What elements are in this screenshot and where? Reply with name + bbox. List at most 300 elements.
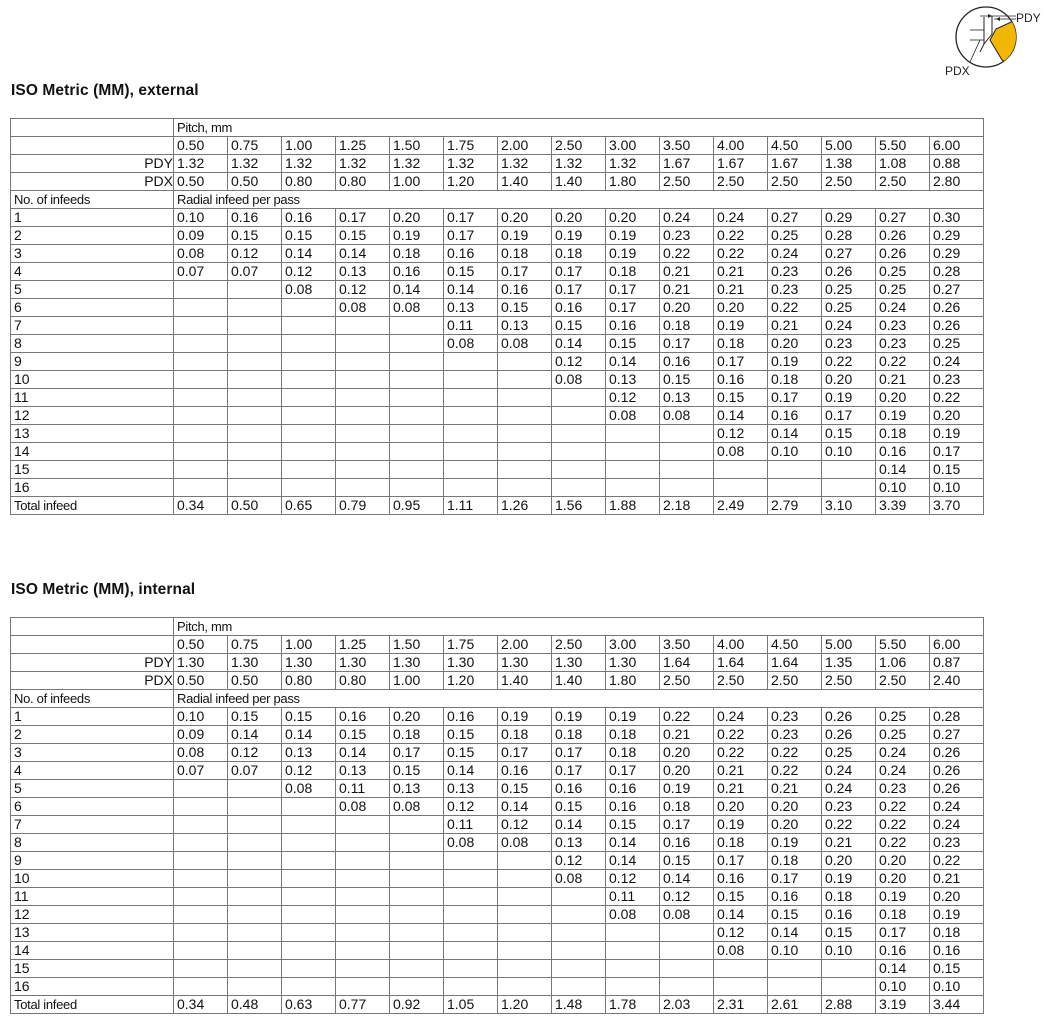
infeed-value: 0.19	[606, 227, 660, 245]
infeed-value	[552, 407, 606, 425]
infeed-value	[444, 960, 498, 978]
infeed-value: 0.25	[876, 263, 930, 281]
pitch-value: 4.50	[768, 636, 822, 654]
infeed-value: 0.22	[714, 726, 768, 744]
infeed-value: 0.13	[336, 263, 390, 281]
infeed-value: 0.18	[606, 263, 660, 281]
infeed-value: 0.19	[876, 407, 930, 425]
infeed-value	[174, 281, 228, 299]
infeed-row	[11, 407, 984, 425]
infeed-value: 0.19	[552, 227, 606, 245]
infeed-row	[11, 443, 984, 461]
infeed-row	[11, 942, 984, 960]
infeed-value: 0.22	[876, 834, 930, 852]
infeed-value	[444, 389, 498, 407]
infeed-number: 15	[11, 960, 174, 978]
infeed-value	[174, 942, 228, 960]
infeed-value	[336, 353, 390, 371]
infeed-value	[444, 870, 498, 888]
infeed-value: 0.20	[876, 870, 930, 888]
pdy-value: 1.32	[444, 155, 498, 173]
infeed-value	[336, 461, 390, 479]
infeed-value	[228, 888, 282, 906]
total-value: 1.26	[498, 497, 552, 515]
pitch-value: 1.25	[336, 137, 390, 155]
total-value: 0.77	[336, 996, 390, 1014]
pitch-value: 1.75	[444, 636, 498, 654]
pdx-value: 1.20	[444, 173, 498, 191]
infeed-value: 0.08	[444, 335, 498, 353]
infeed-value: 0.15	[390, 762, 444, 780]
infeed-value: 0.08	[282, 281, 336, 299]
infeed-value: 0.08	[552, 371, 606, 389]
infeed-value: 0.20	[390, 708, 444, 726]
infeed-value	[390, 371, 444, 389]
infeed-value: 0.15	[714, 389, 768, 407]
infeed-value	[228, 281, 282, 299]
pitch-value: 3.50	[660, 137, 714, 155]
total-value: 1.56	[552, 497, 606, 515]
infeed-value	[228, 371, 282, 389]
corner-blank	[11, 618, 174, 636]
infeed-value: 0.24	[822, 762, 876, 780]
infeed-value: 0.14	[714, 407, 768, 425]
infeed-value: 0.18	[714, 335, 768, 353]
infeed-number: 10	[11, 371, 174, 389]
infeed-value: 0.18	[606, 744, 660, 762]
infeed-value	[390, 906, 444, 924]
infeed-value: 0.17	[336, 209, 390, 227]
pdy-value: 1.32	[390, 155, 444, 173]
infeed-value: 0.20	[552, 209, 606, 227]
infeed-value	[660, 461, 714, 479]
infeed-value: 0.10	[174, 708, 228, 726]
pitch-value: 1.00	[282, 636, 336, 654]
pdx-value: 0.80	[336, 173, 390, 191]
total-value: 3.44	[930, 996, 984, 1014]
pdx-value: 0.50	[228, 672, 282, 690]
pitch-value: 0.50	[174, 137, 228, 155]
pdx-value: 2.50	[822, 672, 876, 690]
infeed-value: 0.25	[876, 708, 930, 726]
infeed-value: 0.19	[606, 245, 660, 263]
infeed-row	[11, 335, 984, 353]
infeed-value	[660, 479, 714, 497]
infeed-value: 0.17	[498, 744, 552, 762]
infeed-value	[282, 798, 336, 816]
infeeds-header: No. of infeeds	[11, 191, 174, 209]
total-value: 3.70	[930, 497, 984, 515]
infeed-value: 0.22	[714, 227, 768, 245]
infeed-value	[174, 389, 228, 407]
infeed-value	[498, 389, 552, 407]
infeed-value	[444, 425, 498, 443]
infeed-value: 0.21	[930, 870, 984, 888]
total-value: 0.65	[282, 497, 336, 515]
infeed-value	[498, 888, 552, 906]
infeed-value: 0.15	[552, 798, 606, 816]
infeed-value	[444, 942, 498, 960]
infeed-value: 0.20	[660, 744, 714, 762]
infeed-value	[282, 407, 336, 425]
infeed-value: 0.24	[768, 245, 822, 263]
infeed-value: 0.13	[606, 371, 660, 389]
infeed-value: 0.14	[282, 726, 336, 744]
infeed-value: 0.18	[498, 245, 552, 263]
pdy-value: 1.35	[822, 654, 876, 672]
infeed-value: 0.17	[498, 263, 552, 281]
pitch-value: 2.50	[552, 137, 606, 155]
infeed-value: 0.19	[714, 317, 768, 335]
total-value: 0.48	[228, 996, 282, 1014]
infeed-value	[282, 461, 336, 479]
infeed-value: 0.12	[552, 353, 606, 371]
infeed-value	[390, 443, 444, 461]
pdx-value: 0.80	[336, 672, 390, 690]
infeed-value	[336, 906, 390, 924]
pdy-value: 0.87	[930, 654, 984, 672]
pdx-value: 1.20	[444, 672, 498, 690]
infeed-value: 0.17	[444, 227, 498, 245]
pdy-value: 1.30	[390, 654, 444, 672]
infeed-value: 0.07	[174, 762, 228, 780]
infeed-value: 0.18	[768, 852, 822, 870]
infeed-value	[390, 335, 444, 353]
infeed-value	[336, 443, 390, 461]
infeed-value: 0.15	[444, 263, 498, 281]
infeed-value: 0.23	[822, 798, 876, 816]
infeed-value: 0.25	[876, 726, 930, 744]
infeed-value: 0.14	[336, 744, 390, 762]
infeed-value	[174, 371, 228, 389]
infeed-value: 0.24	[930, 798, 984, 816]
pdy-value: 1.67	[768, 155, 822, 173]
infeed-value: 0.16	[714, 371, 768, 389]
infeed-value	[228, 906, 282, 924]
infeed-value: 0.12	[282, 263, 336, 281]
infeed-value: 0.16	[876, 443, 930, 461]
infeed-number: 6	[11, 798, 174, 816]
infeed-value	[228, 924, 282, 942]
infeed-value	[282, 978, 336, 996]
pitch-header: Pitch, mm	[174, 618, 984, 636]
infeed-value: 0.27	[930, 281, 984, 299]
infeed-value: 0.15	[444, 726, 498, 744]
infeed-value: 0.16	[714, 870, 768, 888]
infeed-value: 0.15	[660, 371, 714, 389]
infeed-value: 0.20	[822, 371, 876, 389]
infeed-value: 0.23	[930, 834, 984, 852]
infeed-row	[11, 317, 984, 335]
infeed-value: 0.12	[552, 852, 606, 870]
external-infeed-table	[10, 118, 984, 515]
infeed-value	[282, 425, 336, 443]
infeed-value: 0.22	[876, 353, 930, 371]
infeed-value: 0.14	[606, 353, 660, 371]
pdy-value: 1.64	[714, 654, 768, 672]
infeed-value	[228, 852, 282, 870]
infeed-number: 5	[11, 281, 174, 299]
infeed-value: 0.17	[660, 335, 714, 353]
infeed-value	[444, 371, 498, 389]
infeed-number: 13	[11, 924, 174, 942]
total-infeed-label: Total infeed	[11, 497, 174, 515]
infeed-value: 0.20	[876, 389, 930, 407]
pitch-value: 3.50	[660, 636, 714, 654]
infeed-value: 0.19	[930, 906, 984, 924]
pdx-value: 1.00	[390, 173, 444, 191]
infeed-value: 0.22	[930, 389, 984, 407]
infeed-value: 0.15	[822, 425, 876, 443]
pdy-value: 1.08	[876, 155, 930, 173]
infeed-value: 0.10	[768, 942, 822, 960]
infeed-value	[174, 834, 228, 852]
infeed-value	[390, 960, 444, 978]
pdx-value: 1.40	[498, 672, 552, 690]
infeed-value: 0.16	[390, 263, 444, 281]
infeed-value: 0.16	[660, 834, 714, 852]
infeed-value: 0.10	[822, 942, 876, 960]
total-value: 1.11	[444, 497, 498, 515]
infeed-value	[660, 924, 714, 942]
infeed-value	[174, 299, 228, 317]
infeed-value: 0.14	[876, 461, 930, 479]
infeed-value: 0.26	[930, 317, 984, 335]
infeed-value: 0.14	[552, 816, 606, 834]
infeed-value: 0.08	[336, 299, 390, 317]
infeed-value: 0.17	[552, 744, 606, 762]
pitch-header-row	[11, 119, 984, 137]
infeed-number: 8	[11, 834, 174, 852]
infeed-number: 9	[11, 852, 174, 870]
infeed-value: 0.30	[930, 209, 984, 227]
infeed-value	[228, 443, 282, 461]
pdy-value: 1.32	[498, 155, 552, 173]
infeed-value: 0.13	[444, 299, 498, 317]
infeed-value: 0.23	[822, 335, 876, 353]
infeed-value: 0.17	[930, 443, 984, 461]
infeed-value: 0.22	[822, 353, 876, 371]
infeed-value	[228, 425, 282, 443]
infeed-value: 0.24	[876, 762, 930, 780]
infeed-value	[552, 461, 606, 479]
infeed-value	[228, 816, 282, 834]
infeed-value	[444, 407, 498, 425]
infeed-value: 0.17	[606, 281, 660, 299]
infeed-value: 0.13	[660, 389, 714, 407]
infeed-row	[11, 371, 984, 389]
infeed-value: 0.13	[552, 834, 606, 852]
infeed-value: 0.08	[174, 245, 228, 263]
infeed-value: 0.12	[714, 425, 768, 443]
infeed-value	[552, 924, 606, 942]
infeed-value	[498, 443, 552, 461]
infeed-value: 0.20	[660, 299, 714, 317]
infeed-value: 0.23	[768, 263, 822, 281]
infeed-value: 0.17	[768, 870, 822, 888]
infeed-value	[174, 479, 228, 497]
infeed-value	[174, 924, 228, 942]
infeed-value: 0.20	[822, 852, 876, 870]
infeed-value: 0.19	[390, 227, 444, 245]
pitch-value: 3.00	[606, 636, 660, 654]
infeed-value	[498, 371, 552, 389]
infeed-value	[498, 924, 552, 942]
pitch-header-row	[11, 618, 984, 636]
total-row	[11, 996, 984, 1014]
infeed-value	[768, 461, 822, 479]
infeed-value	[174, 978, 228, 996]
infeed-value: 0.21	[660, 726, 714, 744]
infeed-header-row	[11, 690, 984, 708]
infeed-number: 6	[11, 299, 174, 317]
infeed-value	[336, 888, 390, 906]
internal-infeed-table	[10, 617, 984, 1014]
infeed-value: 0.08	[552, 870, 606, 888]
pitch-row	[11, 636, 984, 654]
infeed-number: 13	[11, 425, 174, 443]
infeed-header-row	[11, 191, 984, 209]
infeed-value: 0.15	[498, 780, 552, 798]
infeed-value: 0.19	[714, 816, 768, 834]
infeed-value: 0.24	[822, 780, 876, 798]
infeed-value	[390, 924, 444, 942]
infeed-value	[336, 317, 390, 335]
infeed-value	[282, 353, 336, 371]
infeed-value	[174, 798, 228, 816]
infeed-value: 0.21	[768, 780, 822, 798]
infeed-value	[498, 942, 552, 960]
infeed-value	[390, 353, 444, 371]
infeed-value: 0.14	[876, 960, 930, 978]
infeed-value	[822, 960, 876, 978]
pdy-row-label: PDY	[11, 155, 174, 173]
total-value: 2.79	[768, 497, 822, 515]
pdx-value: 0.50	[174, 672, 228, 690]
infeed-value	[174, 906, 228, 924]
infeed-value: 0.25	[822, 281, 876, 299]
infeed-value	[822, 461, 876, 479]
infeed-value: 0.07	[174, 263, 228, 281]
infeed-value: 0.26	[876, 245, 930, 263]
infeed-value	[768, 479, 822, 497]
pdy-value: 1.32	[174, 155, 228, 173]
pdy-value: 1.30	[336, 654, 390, 672]
infeed-value: 0.08	[714, 942, 768, 960]
pdy-value: 1.30	[444, 654, 498, 672]
infeed-value: 0.16	[876, 942, 930, 960]
total-value: 2.88	[822, 996, 876, 1014]
infeed-value	[282, 371, 336, 389]
infeed-value: 0.22	[768, 762, 822, 780]
infeed-value: 0.18	[660, 317, 714, 335]
infeed-value: 0.16	[606, 317, 660, 335]
total-value: 1.48	[552, 996, 606, 1014]
infeed-row	[11, 906, 984, 924]
infeed-value: 0.13	[282, 744, 336, 762]
infeed-value	[174, 816, 228, 834]
infeed-value: 0.20	[714, 798, 768, 816]
infeed-row	[11, 852, 984, 870]
infeed-value: 0.10	[174, 209, 228, 227]
infeed-number: 3	[11, 744, 174, 762]
infeed-value: 0.16	[444, 708, 498, 726]
infeed-value: 0.16	[822, 906, 876, 924]
pitch-value: 1.75	[444, 137, 498, 155]
infeed-value	[336, 816, 390, 834]
infeed-value	[336, 924, 390, 942]
infeed-value: 0.27	[768, 209, 822, 227]
infeed-value: 0.20	[876, 852, 930, 870]
infeed-value	[444, 461, 498, 479]
infeed-value: 0.15	[282, 708, 336, 726]
infeed-value	[228, 798, 282, 816]
infeed-value: 0.20	[498, 209, 552, 227]
infeed-value: 0.17	[444, 209, 498, 227]
pitch-value: 4.50	[768, 137, 822, 155]
infeed-value: 0.14	[228, 726, 282, 744]
infeed-value	[336, 479, 390, 497]
infeed-value: 0.18	[552, 726, 606, 744]
pdx-row	[11, 672, 984, 690]
pdx-value: 2.50	[660, 173, 714, 191]
infeed-value: 0.08	[174, 744, 228, 762]
corner-blank	[11, 137, 174, 155]
infeed-value	[768, 978, 822, 996]
infeed-value: 0.15	[930, 960, 984, 978]
infeed-value: 0.15	[768, 906, 822, 924]
infeed-value: 0.15	[282, 227, 336, 245]
infeed-value	[228, 870, 282, 888]
infeed-value	[228, 389, 282, 407]
infeed-value: 0.20	[660, 762, 714, 780]
infeed-value	[282, 317, 336, 335]
infeed-row	[11, 389, 984, 407]
infeed-row	[11, 281, 984, 299]
infeed-value: 0.16	[930, 942, 984, 960]
infeed-value	[228, 479, 282, 497]
infeed-value: 0.22	[660, 708, 714, 726]
infeeds-header: No. of infeeds	[11, 690, 174, 708]
infeed-value: 0.13	[444, 780, 498, 798]
infeed-value	[606, 479, 660, 497]
infeed-value: 0.28	[822, 227, 876, 245]
pdy-value: 1.32	[282, 155, 336, 173]
infeed-value	[336, 852, 390, 870]
infeed-value: 0.22	[768, 299, 822, 317]
infeed-value: 0.19	[606, 708, 660, 726]
infeed-value: 0.21	[876, 371, 930, 389]
infeed-value: 0.08	[390, 798, 444, 816]
infeed-value	[228, 834, 282, 852]
infeed-value: 0.24	[930, 353, 984, 371]
infeed-value: 0.18	[660, 798, 714, 816]
infeed-value: 0.14	[606, 852, 660, 870]
total-value: 2.03	[660, 996, 714, 1014]
pdx-label: PDX	[945, 64, 970, 78]
infeed-value: 0.10	[822, 443, 876, 461]
infeed-value: 0.16	[498, 762, 552, 780]
infeed-value	[174, 960, 228, 978]
infeed-value: 0.10	[876, 479, 930, 497]
infeed-value: 0.15	[606, 335, 660, 353]
infeed-number: 14	[11, 443, 174, 461]
infeed-number: 1	[11, 708, 174, 726]
infeed-value	[228, 960, 282, 978]
infeed-value	[390, 389, 444, 407]
infeed-value	[714, 978, 768, 996]
infeed-value	[714, 461, 768, 479]
